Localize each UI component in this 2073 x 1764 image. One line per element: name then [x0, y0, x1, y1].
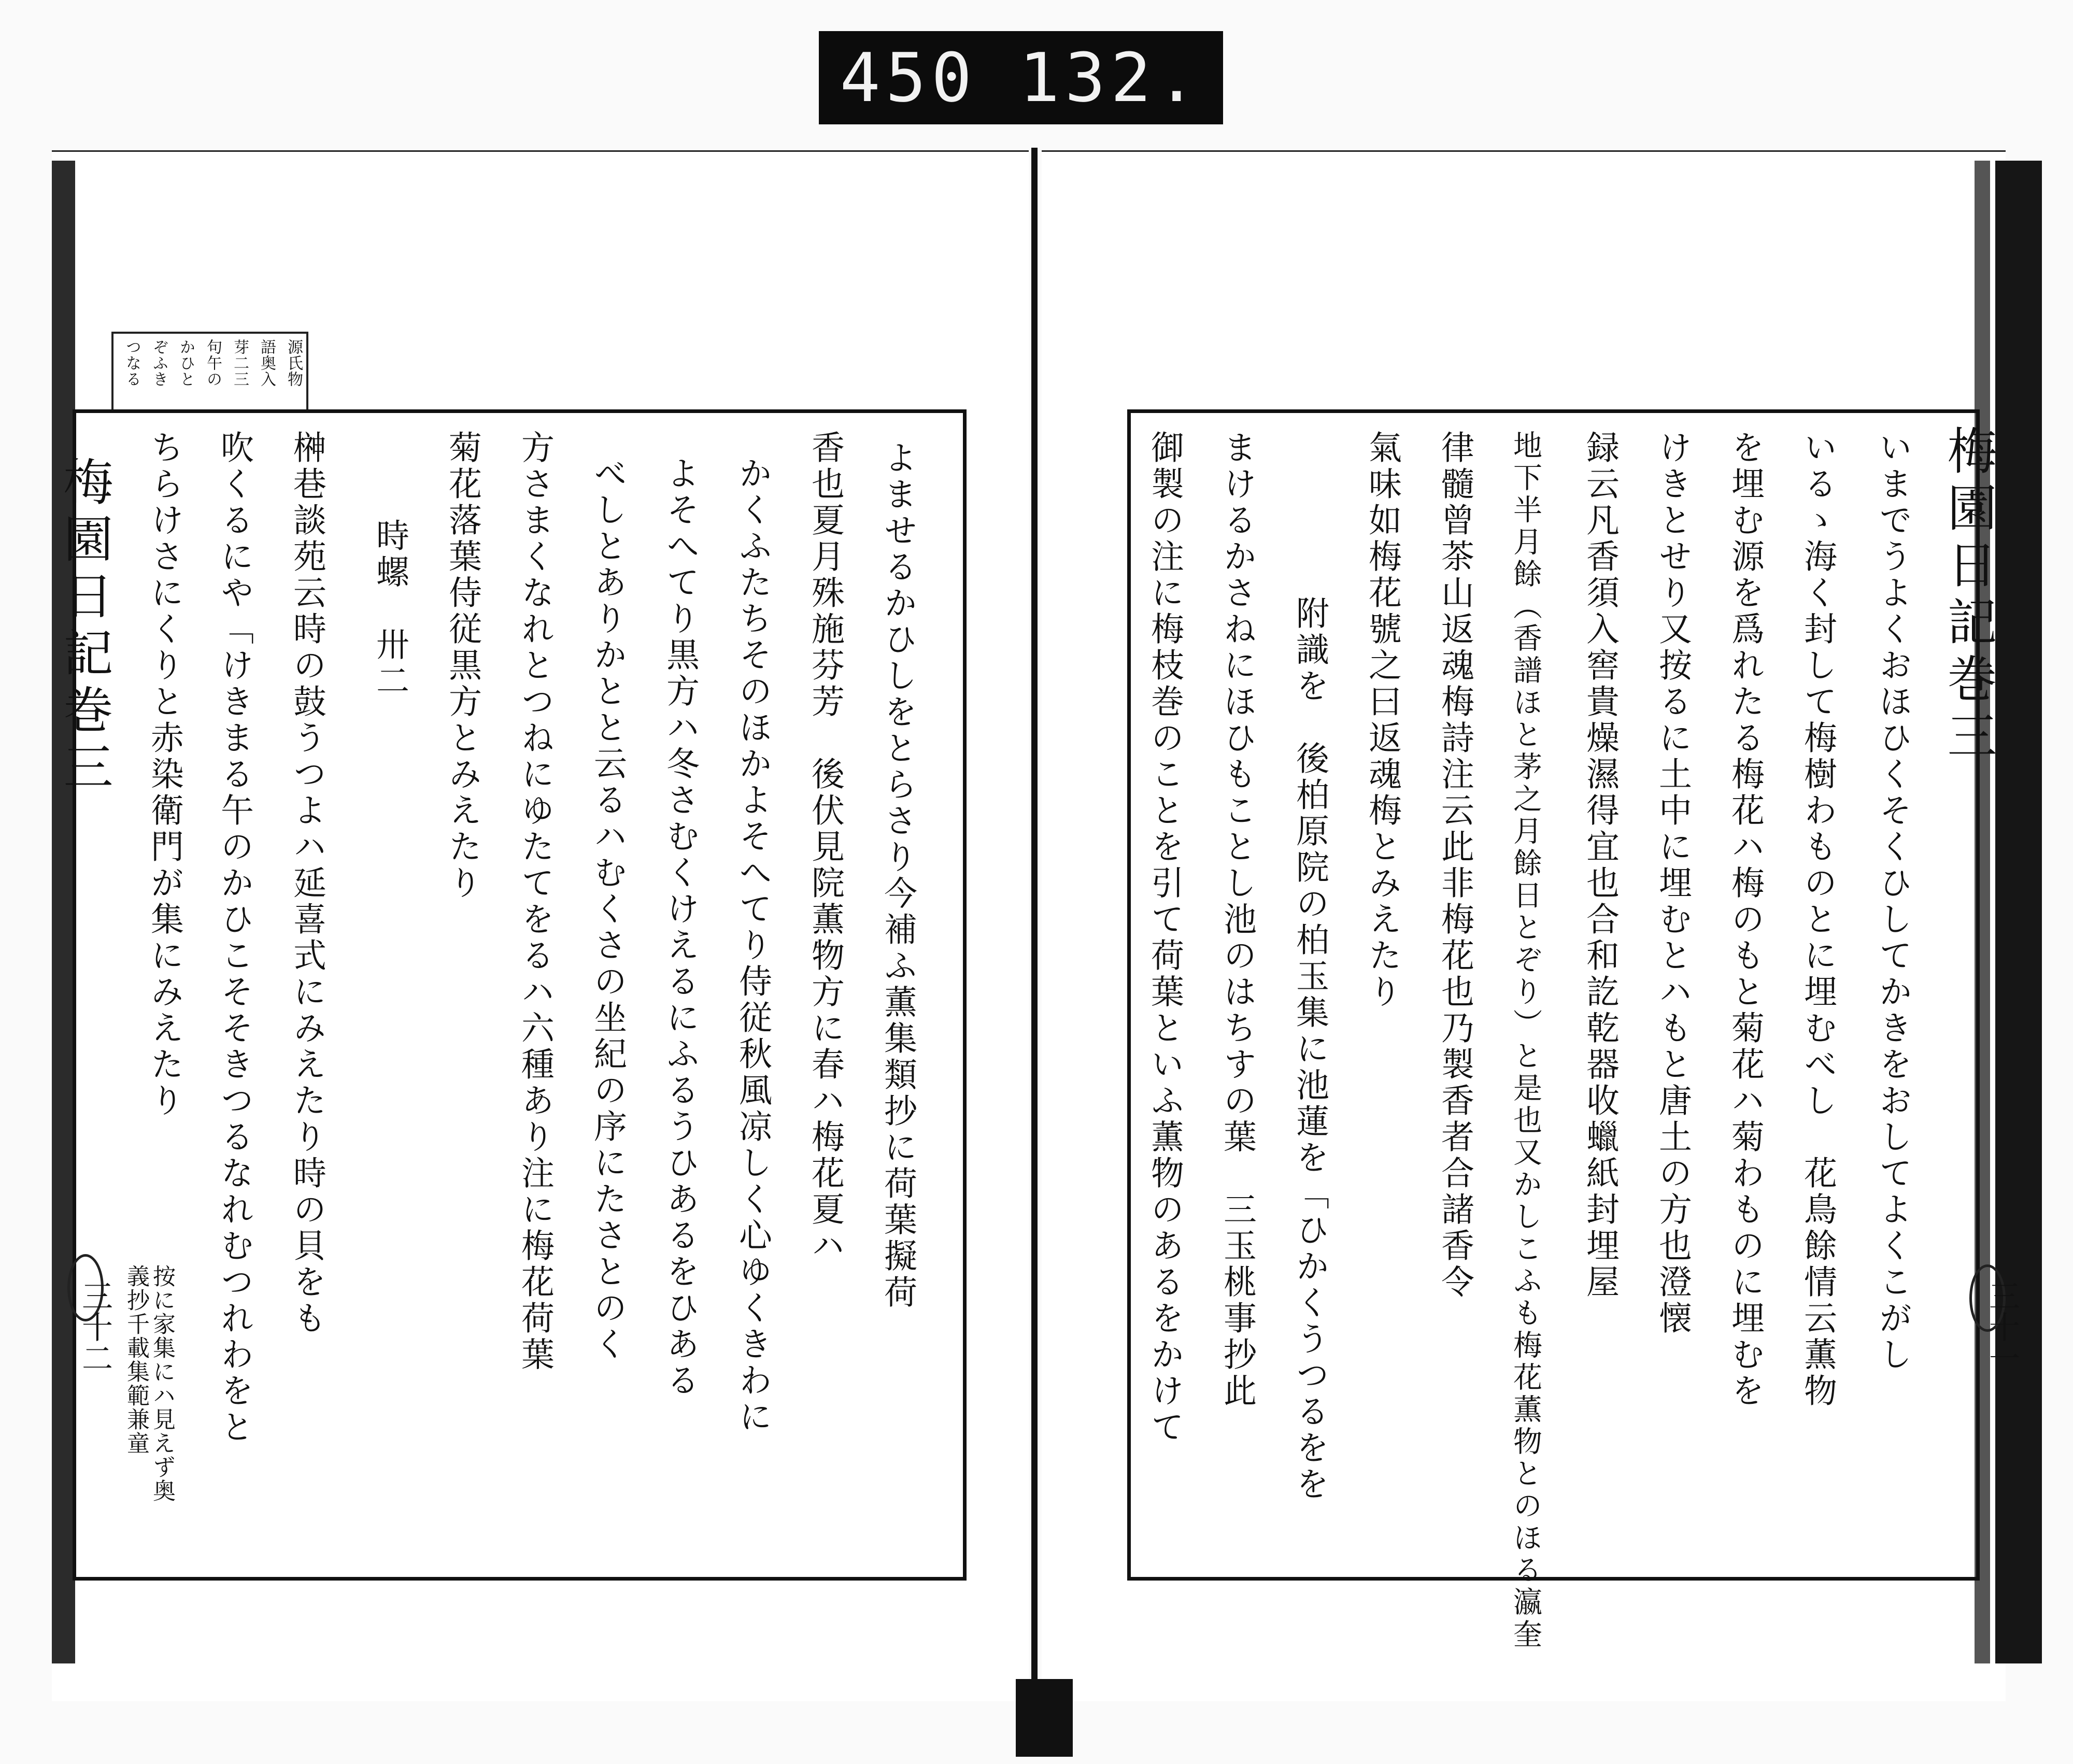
left-column-6: 方さまくなれとつねにゆたてをるハ六種あり注に梅花荷葉 — [516, 430, 554, 1373]
right-column-10: まけるかさねにほひもことし池のはちすの葉 三玉桃事抄此 — [1218, 430, 1256, 1410]
right-column-7: 律髓曾茶山返魂梅詩注云此非梅花也乃製香者合諸香令 — [1436, 430, 1474, 1301]
right-column-9: 附識を 後柏原院の柏玉集に池蓮を「ひかくうつるをを — [1290, 596, 1329, 1503]
left-note-line-1: 按に家集にハ見えず奥 — [149, 1264, 175, 1503]
left-column-2: 香也夏月殊施芬芳 後伏見院薫物方に春ハ梅花夏ハ — [806, 430, 844, 1264]
headnote-line: かひと — [177, 339, 195, 387]
right-column-11: 御製の注に梅枝巻のことを引て荷葉といふ薫物のあるをかけて — [1145, 430, 1184, 1446]
right-column-5: 録云凡香須入窖貴燥濕得宜也合和訖乾器收蠟紙封埋屋 — [1581, 430, 1619, 1301]
left-column-4: よそへてり黒方ハ冬さむくけえるにふるうひあるをひある — [661, 456, 699, 1399]
left-page-edge — [52, 161, 75, 1663]
right-column-8: 氣味如梅花號之曰返魂梅とみえたり — [1363, 430, 1401, 1011]
right-page-edge — [1995, 161, 2042, 1663]
left-note-line-2: 義抄千載集範兼童 — [123, 1264, 149, 1455]
left-column-10: 吹くるにや「けきまる午のかひこそそきつるなれむつれわをと — [215, 430, 253, 1446]
left-column-11: ちらけさにくりと赤染衛門が集にみえたり — [145, 430, 183, 1119]
right-column-1: いまでうよくおほひくそくひしてかきをおしてよくこがし — [1873, 430, 1912, 1373]
headnote-line: 源氏物 — [285, 339, 303, 387]
gutter-foot — [1016, 1679, 1073, 1757]
headnote-box — [111, 332, 308, 409]
counter-right: 132. — [1019, 38, 1202, 117]
counter-left: 450 — [840, 38, 977, 117]
headnote-line: つなる — [123, 339, 141, 387]
right-column-3: を埋む源を爲れたる梅花ハ梅のもと菊花ハ菊わものに埋むを — [1726, 430, 1764, 1410]
headnote-line: ぞふき — [150, 339, 168, 387]
headnote-line: 芽二三 — [231, 339, 249, 387]
left-column-3: かくふたちそのほかよそへてり侍従秋風凉しく心ゆくきわに — [733, 456, 772, 1435]
left-column-1: よませるかひしをとらさり今補ふ薫集類抄に荷葉擬荷 — [878, 440, 917, 1311]
left-section-heading: 時螺 卅二 — [371, 518, 409, 700]
right-column-4: けきとせり又按るに土中に埋むとハもと唐土の方也澄懐 — [1653, 430, 1692, 1337]
right-column-6: 地下半月餘（香譜ほと茅之月餘日とぞり）と是也又かしこふも梅花薫物とのほる瀛奎 — [1509, 430, 1542, 1651]
left-column-5: べしとありかとと云るハむくさの坐紀の序にたさとのく — [588, 456, 627, 1363]
headnote-line: 句午の — [204, 339, 222, 387]
book-gutter — [1031, 148, 1038, 1682]
film-counter — [819, 31, 1223, 124]
running-head-right: 梅園日記巻三 — [1939, 425, 1997, 767]
left-column-9: 榊巷談苑云時の鼓うつよハ延喜式にみえたり時の貝をも — [288, 430, 326, 1337]
left-column-7: 菊花落葉侍従黒方とみえたり — [443, 430, 481, 902]
running-head-left: 梅園日記巻三 — [55, 456, 113, 798]
right-column-2: いるゝ海く封して梅樹わものとに埋むべし 花鳥餘情云薫物 — [1798, 430, 1837, 1410]
headnote-line: 語奥入 — [258, 339, 276, 387]
folio-left: 三十二 — [77, 1280, 113, 1373]
folio-right: 三十一 — [1984, 1280, 2020, 1373]
